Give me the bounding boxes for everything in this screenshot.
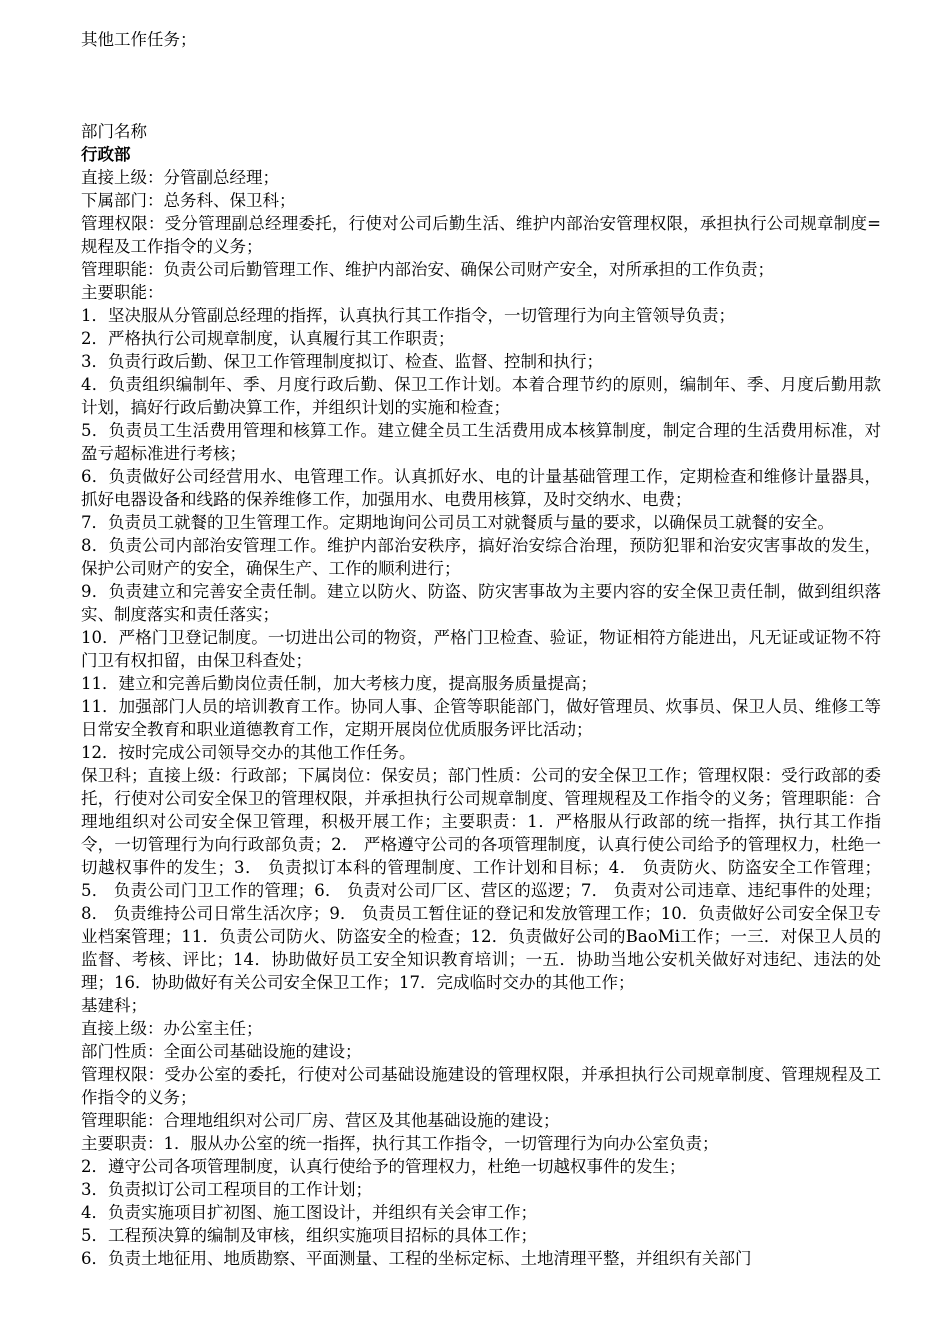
paragraph: 6．负责做好公司经营用水、电管理工作。认真抓好水、电的计量基础管理工作，定期检查和维修计量器具，抓好电器设备和线路的保养维修工作，加强用水、电费用核算，及时交纳水、电费； [81, 467, 881, 509]
paragraph: 8．负责公司内部治安管理工作。维护内部治安秩序，搞好治安综合治理，预防犯罪和治安灾害事故的发生，保护公司财产的安全，确保生产、工作的顺利进行； [81, 536, 881, 578]
paragraph: 部门性质：全面公司基础设施的建设； [81, 1042, 362, 1061]
paragraph: 管理职能：负责公司后勤管理工作、维护内部治安、确保公司财产安全，对所承担的工作负责； [81, 260, 774, 279]
paragraph: 基建科； [81, 996, 147, 1015]
paragraph: 12．按时完成公司领导交办的其他工作任务。 [81, 743, 416, 762]
paragraph: 4．负责实施项目扩初图、施工图设计，并组织有关会审工作； [81, 1203, 537, 1222]
paragraph: 10．严格门卫登记制度。一切进出公司的物资，严格门卫检查、验证，物证相符方能进出，凡无证或证物不符门卫有权扣留，由保卫科查处； [81, 628, 881, 670]
paragraph: 3．负责行政后勤、保卫工作管理制度拟订、检查、监督、控制和执行； [81, 352, 603, 371]
paragraph: 9．负责建立和完善安全责任制。建立以防火、防盗、防灾害事故为主要内容的安全保卫责任制，做到组织落实、制度落实和责任落实； [81, 582, 881, 624]
dept-title: 行政部 [81, 145, 131, 164]
paragraph: 管理权限：受分管理副总经理委托，行使对公司后勤生活、维护内部治安管理权限，承担执行公司规章制度=规程及工作指令的义务； [81, 214, 881, 256]
paragraph: 3．负责拟订公司工程项目的工作计划； [81, 1180, 372, 1199]
paragraph: 管理职能：合理地组织对公司厂房、营区及其他基础设施的建设； [81, 1111, 560, 1130]
document-page [81, 28, 881, 1270]
dept-label: 部门名称 [81, 122, 147, 141]
spacer [81, 51, 881, 120]
paragraph: 6．负责土地征用、地质勘察、平面测量、工程的坐标定标、土地清理平整，并组织有关部门 [81, 1249, 752, 1268]
paragraph: 5．工程预决算的编制及审核，组织实施项目招标的具体工作； [81, 1226, 537, 1245]
paragraph: 下属部门：总务科、保卫科； [81, 191, 296, 210]
paragraph: 保卫科；直接上级：行政部；下属岗位：保安员；部门性质：公司的安全保卫工作；管理权限：受行政部的委托，行使对公司安全保卫的管理权限，并承担执行公司规章制度、管理规程及工作指令的义务；管理职能：合理地组织对公司安全保卫管理，积极开展工作；主要职责：1．严格服从行政部的统一指挥，执行其工作指令，一切管理行为向行政部负责；2． 严格遵守公司的各项管理制度，认真行使公司给予的管理权力，杜绝一切越权事件的发生；3． 负责拟订本科的管理制度、工作计划和目标；4． 负责防火、防盗安全工作管理；5． 负责公司门卫工作的管理；6． 负责对公司厂区、营区的巡逻；7． 负责对公司违章、违纪事件的处理；8． 负责维持公司日常生活次序；9． 负责员工暂住证的登记和发放管理工作；10．负责做好公司安全保卫专业档案管理；11．负责公司防火、防盗安全的检查；12．负责做好公司的BaoMi工作；一三．对保卫人员的监督、考核、评比；14．协助做好员工安全知识教育培训；一五．协助当地公安机关做好对违纪、违法的处理；16．协助做好有关公司安全保卫工作；17．完成临时交办的其他工作； [81, 766, 881, 992]
paragraph: 2．严格执行公司规章制度，认真履行其工作职责； [81, 329, 455, 348]
paragraph: 直接上级：办公室主任； [81, 1019, 263, 1038]
paragraph: 管理权限：受办公室的委托，行使对公司基础设施建设的管理权限，并承担执行公司规章制度、管理规程及工作指令的义务； [81, 1065, 881, 1107]
paragraph: 1．坚决服从分管副总经理的指挥，认真执行其工作指令，一切管理行为向主管领导负责； [81, 306, 735, 325]
paragraph: 11．建立和完善后勤岗位责任制，加大考核力度，提高服务质量提高； [81, 674, 597, 693]
paragraph: 2．遵守公司各项管理制度，认真行使给予的管理权力，杜绝一切越权事件的发生； [81, 1157, 686, 1176]
paragraph: 7．负责员工就餐的卫生管理工作。定期地询问公司员工对就餐质与量的要求，以确保员工就餐的安全。 [81, 513, 834, 532]
paragraph: 11．加强部门人员的培训教育工作。协同人事、企管等职能部门，做好管理员、炊事员、保卫人员、维修工等日常安全教育和职业道德教育工作，定期开展岗位优质服务评比活动； [81, 697, 881, 739]
paragraph: 主要职责：1．服从办公室的统一指挥，执行其工作指令，一切管理行为向办公室负责； [81, 1134, 719, 1153]
paragraph: 5．负责员工生活费用管理和核算工作。建立健全员工生活费用成本核算制度，制定合理的生活费用标准，对盈亏超标准进行考核； [81, 421, 881, 463]
paragraph: 直接上级：分管副总经理； [81, 168, 279, 187]
document-body [81, 166, 881, 1270]
paragraph: 4．负责组织编制年、季、月度行政后勤、保卫工作计划。本着合理节约的原则，编制年、季、月度后勤用款计划，搞好行政后勤决算工作，并组织计划的实施和检查； [81, 375, 881, 417]
intro-line: 其他工作任务； [81, 30, 197, 49]
paragraph: 主要职能： [81, 283, 164, 302]
